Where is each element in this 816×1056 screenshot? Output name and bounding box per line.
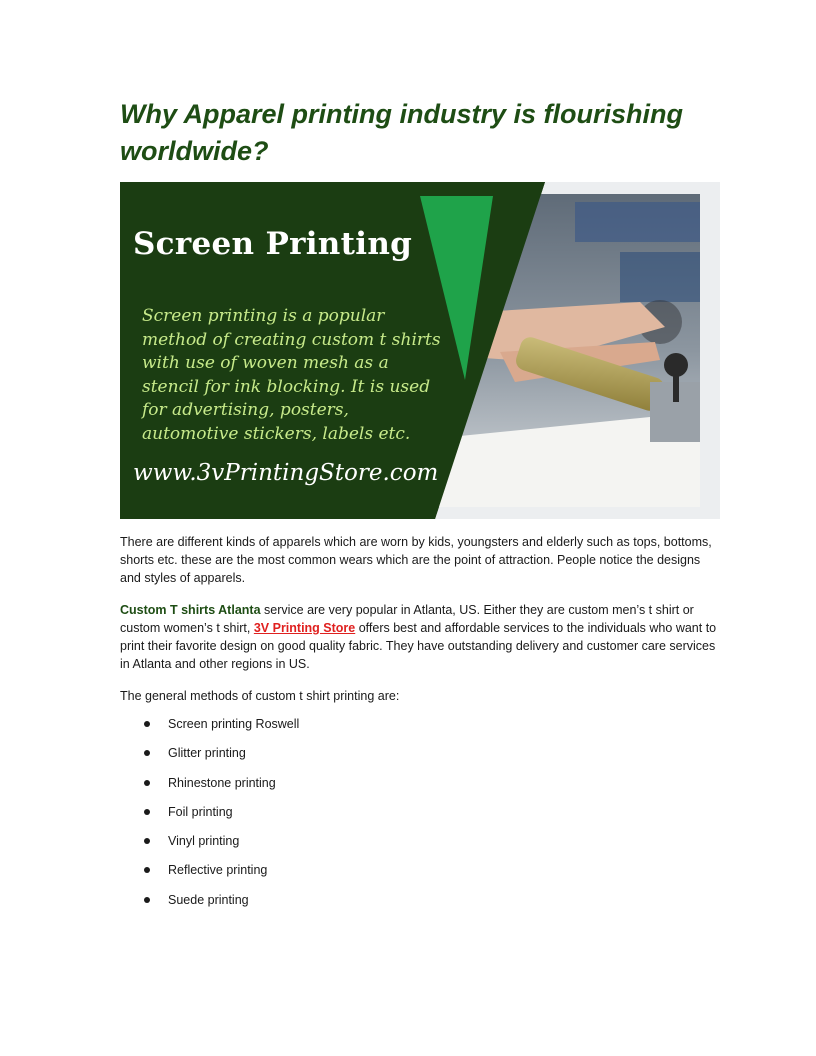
list-item <box>120 774 720 803</box>
document-page <box>120 96 720 920</box>
list-item-label: Reflective printing <box>168 863 268 878</box>
service-text-b: offers best and affordable services to the individuals who want to print their favorite design on good quality fabric. They have outstanding delivery and customer care services in Atlanta and other regions in US. <box>120 621 717 671</box>
banner-description: Screen printing is a popular method of creating custom t shirts with use of woven mesh as a stencil for ink blocking. It is used for advertising, posters, automotive stickers, labels etc. <box>142 306 441 444</box>
list-item <box>120 744 720 773</box>
list-item <box>120 832 720 861</box>
service-text-a: service are very popular in Atlanta, US. Either they are custom men’s t shirt or custom women’s t shirt, <box>120 603 694 635</box>
bullet-icon <box>144 721 150 727</box>
list-item <box>120 891 720 920</box>
service-paragraph <box>120 601 720 673</box>
list-item <box>120 715 720 744</box>
intro-paragraph: There are different kinds of apparels which are worn by kids, youngsters and elderly such as tops, bottoms, shorts etc. these are the most common wears which are the point of attraction. People notice the designs and styles of apparels. <box>120 535 712 585</box>
custom-tshirts-atlanta-text: Custom T shirts Atlanta <box>120 603 261 617</box>
list-item-label: Suede printing <box>168 892 249 907</box>
list-item-label: Rhinestone printing <box>168 775 276 790</box>
list-item-label: Vinyl printing <box>168 834 240 849</box>
list-item <box>120 803 720 832</box>
banner-url: www.3vPrintingStore.com <box>133 460 439 486</box>
banner-heading: Screen Printing <box>133 226 413 262</box>
list-item-label: Screen printing Roswell <box>168 717 300 731</box>
list-item <box>120 861 720 890</box>
methods-intro: The general methods of custom t shirt printing are: <box>120 689 400 703</box>
bullet-icon <box>144 809 150 815</box>
bullet-icon <box>144 750 150 756</box>
screen-printing-banner <box>120 182 720 519</box>
page-title: Why Apparel printing industry is flourishing worldwide? <box>120 99 684 166</box>
bullet-icon <box>144 897 150 903</box>
bullet-icon <box>144 838 150 844</box>
bullet-icon <box>144 780 150 786</box>
list-item-label: Foil printing <box>168 804 233 819</box>
printing-methods-list <box>120 715 720 920</box>
bullet-icon <box>144 867 150 873</box>
list-item-label: Glitter printing <box>168 746 246 761</box>
printing-store-link[interactable]: 3V Printing Store <box>253 621 356 635</box>
